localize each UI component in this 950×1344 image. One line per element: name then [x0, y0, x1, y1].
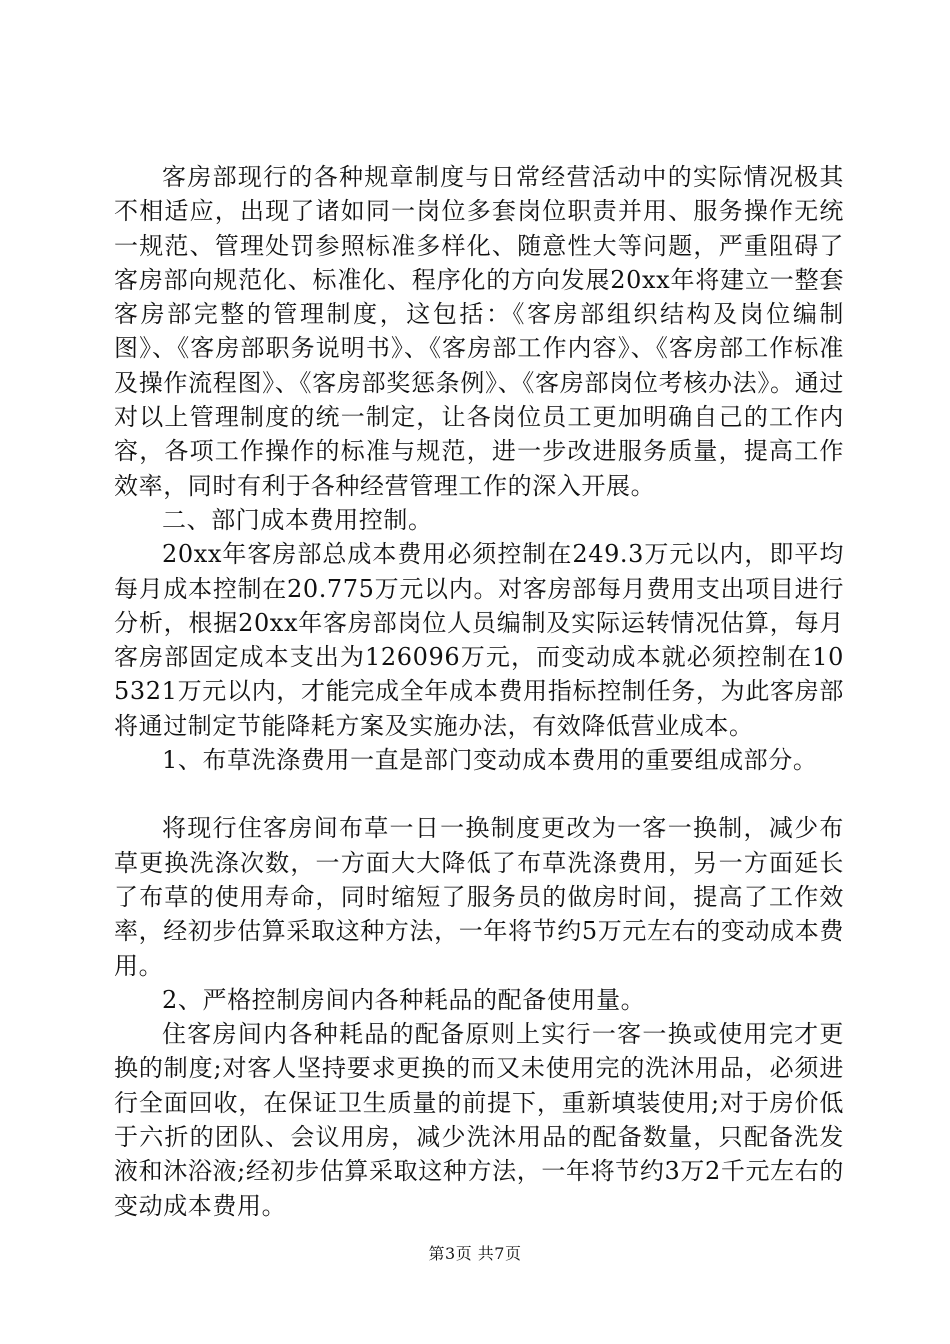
- paragraph-consumables-policy: 住客房间内各种耗品的配备原则上实行一客一换或使用完才更换的制度;对客人坚持要求更换的而又未使用完的洗沐用品，必须进行全面回收，在保证卫生质量的前提下，重新填装使用;对于房价低于六折的团队、会议用房，减少洗沐用品的配备数量，只配备洗发液和沐浴液;经初步估算采取这种方法，一年将节约3万2千元左右的变动成本费用。: [114, 1020, 844, 1220]
- paragraph-linen-change: 将现行住客房间布草一日一换制度更改为一客一换制，减少布草更换洗涤次数，一方面大大降低了布草洗涤费用，另一方面延长了布草的使用寿命，同时缩短了服务员的做房时间，提高了工作效率，经初步估算采取这种方法，一年将节约5万元左右的变动成本费用。: [114, 814, 844, 980]
- heading-linen-washing: 1、布草洗涤费用一直是部门变动成本费用的重要组成部分。: [162, 746, 818, 775]
- document-body: [114, 160, 844, 1223]
- heading-consumables: 2、严格控制房间内各种耗品的配备使用量。: [162, 985, 646, 1014]
- paragraph-management-rules: 客房部现行的各种规章制度与日常经营活动中的实际情况极其不相适应，出现了诸如同一岗位多套岗位职责并用、服务操作无统一规范、管理处罚参照标准多样化、随意性大等问题，严重阻碍了客房部向规范化、标准化、程序化的方向发展20xx年将建立一整套客房部完整的管理制度，这包括：《客房部组织结构及岗位编制图》、《客房部职务说明书》、《客房部工作内容》、《客房部工作标准及操作流程图》、《客房部奖惩条例》、《客房部岗位考核办法》。通过对以上管理制度的统一制定，让各岗位员工更加明确自己的工作内容，各项工作操作的标准与规范，进一步改进服务质量，提高工作效率，同时有利于各种经营管理工作的深入开展。: [114, 163, 844, 500]
- paragraph-cost-budget: 20xx年客房部总成本费用必须控制在249.3万元以内，即平均每月成本控制在20.775万元以内。对客房部每月费用支出项目进行分析，根据20xx年客房部岗位人员编制及实际运转情况估算，每月客房部固定成本支出为126096万元，而变动成本就必须控制在105321万元以内，才能完成全年成本费用指标控制任务，为此客房部将通过制定节能降耗方案及实施办法，有效降低营业成本。: [114, 540, 844, 740]
- heading-cost-control: 二、部门成本费用控制。: [162, 505, 433, 534]
- page-number-footer: 第3页 共7页: [428, 1244, 522, 1263]
